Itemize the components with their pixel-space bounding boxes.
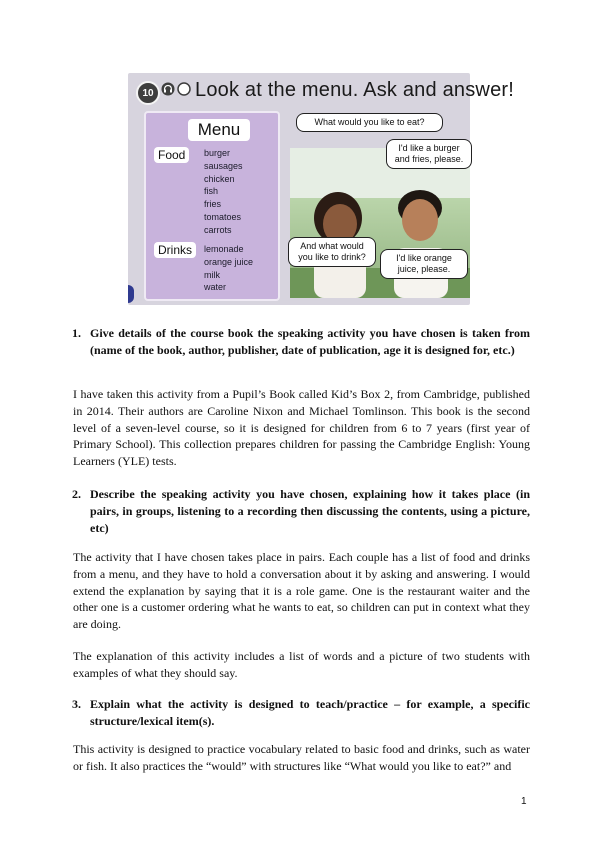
paragraph-1: I have taken this activity from a Pupil’s Book called Kid’s Box 2, from Cambridge, published in 2014. Their authors are Caroline Nixon and Michael Tomlinson. This book is the second level of a seven-level course, so it is designed for children from 6 to 7 years (first year of Primary School). This collection prepares children for passing the Cambridge English: Young Learners (YLE) tests. (73, 387, 530, 469)
question-text: Give details of the course book the speaking activity you have chosen is taken from (name of the book, author, publisher, date of publication, age it is designed for, etc.) (90, 326, 530, 357)
page-number: 1 (521, 796, 527, 807)
list-item: tomatoes (204, 211, 242, 222)
speech-bubble: I'd like a burger and fries, please. (386, 139, 472, 169)
list-item: sausages (204, 160, 243, 171)
paragraph-4: This activity is designed to practice vocabulary related to basic food and drinks, such as water or fish. It also practices the “would” with structures like “What would you like to eat?” and (73, 742, 530, 773)
question-number: 2. (72, 487, 81, 501)
drinks-list (204, 243, 253, 294)
textbook-image (128, 73, 515, 305)
question-2 (72, 486, 530, 537)
question-3 (72, 696, 530, 730)
question-1 (72, 325, 530, 359)
paragraph-2: The activity that I have chosen takes place in pairs. Each couple has a list of food and drinks from a menu, and they have to hold a conversation about it by asking and answering. I would extend the explanation by saying that it is a role game. One is the restaurant waiter and the other one is a customer ordering what he wants to eat, so children can put in context what they are doing. (73, 550, 530, 632)
headphones-icon (161, 82, 175, 101)
speech-bubble: I'd like orange juice, please. (380, 249, 468, 279)
question-number: 1. (72, 326, 81, 340)
list-item: milk (204, 269, 220, 280)
speaking-icon (177, 82, 191, 101)
list-item: fish (204, 186, 219, 197)
list-item: lemonade (204, 244, 244, 254)
list-item: burger (204, 148, 231, 158)
question-text: Describe the speaking activity you have chosen, explaining how it takes place (in pairs, in groups, listening to a recording then discussing the contents, using a picture, etc) (90, 487, 530, 535)
question-text: Explain what the activity is designed to teach/practice – for example, a specific structure/lexical item(s). (90, 697, 530, 728)
paragraph-3: The explanation of this activity includes a list of words and a picture of two students with examples of what they should say. (73, 649, 530, 680)
list-item: chicken (204, 173, 235, 184)
food-list (204, 147, 243, 237)
menu-heading: Menu (188, 119, 250, 141)
question-number: 3. (72, 697, 81, 711)
food-label: Food (154, 147, 189, 163)
speech-bubble: And what would you like to drink? (288, 237, 376, 267)
drinks-label: Drinks (154, 242, 196, 258)
list-item: orange juice (204, 256, 254, 267)
list-item: fries (204, 199, 222, 210)
list-item: water (204, 282, 227, 293)
menu-card (144, 111, 280, 301)
activity-number-badge: 10 (136, 81, 160, 105)
list-item: carrots (204, 224, 232, 235)
speech-bubble: What would you like to eat? (296, 113, 443, 132)
page-edge-decoration (128, 285, 134, 303)
activity-title: Look at the menu. Ask and answer! (195, 79, 515, 101)
